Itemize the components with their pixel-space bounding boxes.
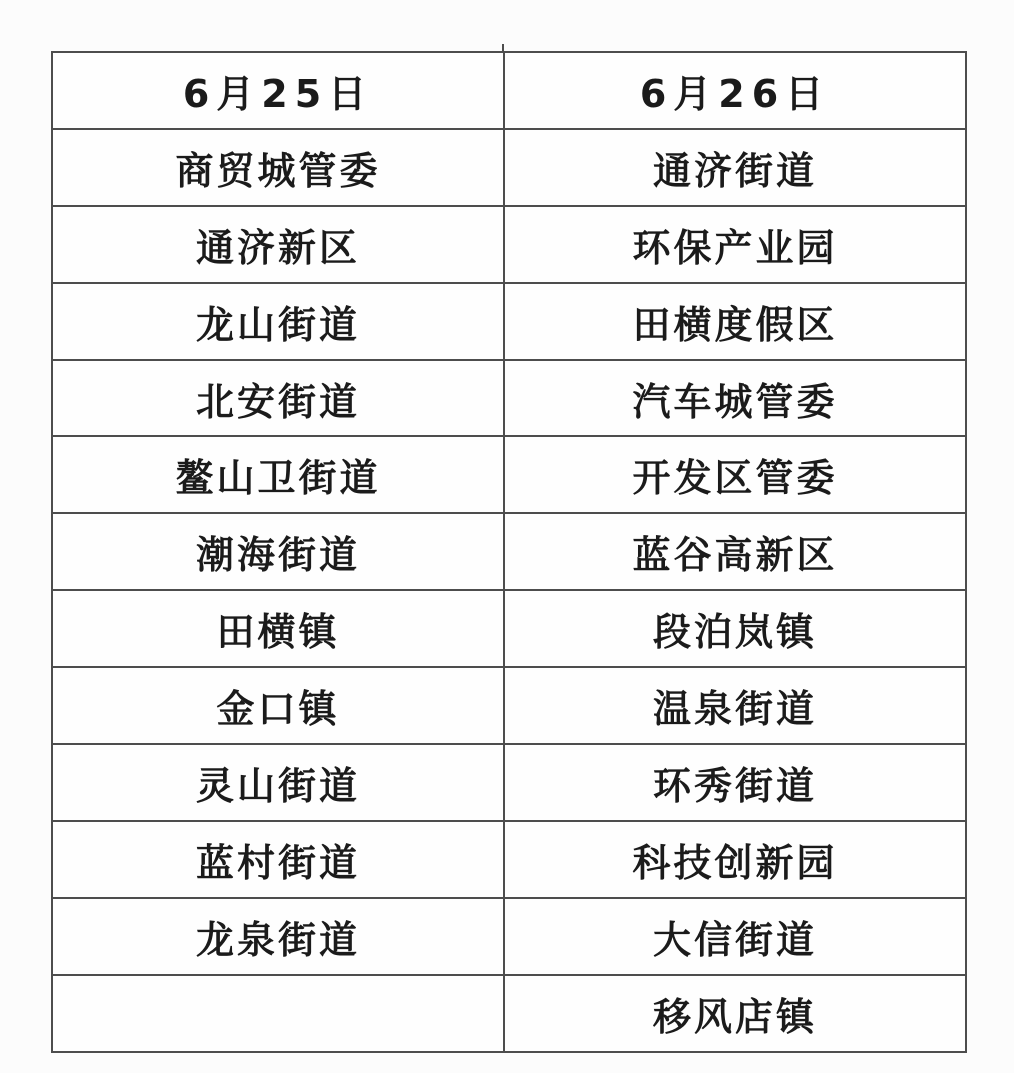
table-row xyxy=(52,590,966,667)
table-row xyxy=(52,667,966,744)
table-row xyxy=(52,360,966,437)
table-row xyxy=(52,744,966,821)
table-cell: 开发区管委 xyxy=(504,436,966,513)
table-cell: 蓝村街道 xyxy=(52,821,504,898)
table-cell: 大信街道 xyxy=(504,898,966,975)
table-cell: 蓝谷高新区 xyxy=(504,513,966,590)
table-cell: 环保产业园 xyxy=(504,206,966,283)
date-header-left: 6月25日 xyxy=(52,52,504,129)
table-cell: 龙山街道 xyxy=(52,283,504,360)
date-header-right: 6月26日 xyxy=(504,52,966,129)
table-row xyxy=(52,283,966,360)
table-cell: 移风店镇 xyxy=(504,975,966,1052)
table-cell: 环秀街道 xyxy=(504,744,966,821)
table-cell: 商贸城管委 xyxy=(52,129,504,206)
table-cell: 金口镇 xyxy=(52,667,504,744)
table-row xyxy=(52,436,966,513)
table-cell: 田横镇 xyxy=(52,590,504,667)
table-cell: 潮海街道 xyxy=(52,513,504,590)
table-cell: 段泊岚镇 xyxy=(504,590,966,667)
table-cell: 鳌山卫街道 xyxy=(52,436,504,513)
table-row xyxy=(52,513,966,590)
table-row xyxy=(52,821,966,898)
table-cell: 科技创新园 xyxy=(504,821,966,898)
header-row xyxy=(52,52,966,129)
table-cell: 龙泉街道 xyxy=(52,898,504,975)
table-row xyxy=(52,129,966,206)
table-cell: 灵山街道 xyxy=(52,744,504,821)
table-cell: 汽车城管委 xyxy=(504,360,966,437)
table-cell: 北安街道 xyxy=(52,360,504,437)
table-row xyxy=(52,975,966,1052)
table-row xyxy=(52,898,966,975)
table-cell: 田横度假区 xyxy=(504,283,966,360)
table-cell: 通济新区 xyxy=(52,206,504,283)
table-cell xyxy=(52,975,504,1052)
schedule-table xyxy=(51,51,967,1053)
table-cell: 温泉街道 xyxy=(504,667,966,744)
table-row xyxy=(52,206,966,283)
table-cell: 通济街道 xyxy=(504,129,966,206)
